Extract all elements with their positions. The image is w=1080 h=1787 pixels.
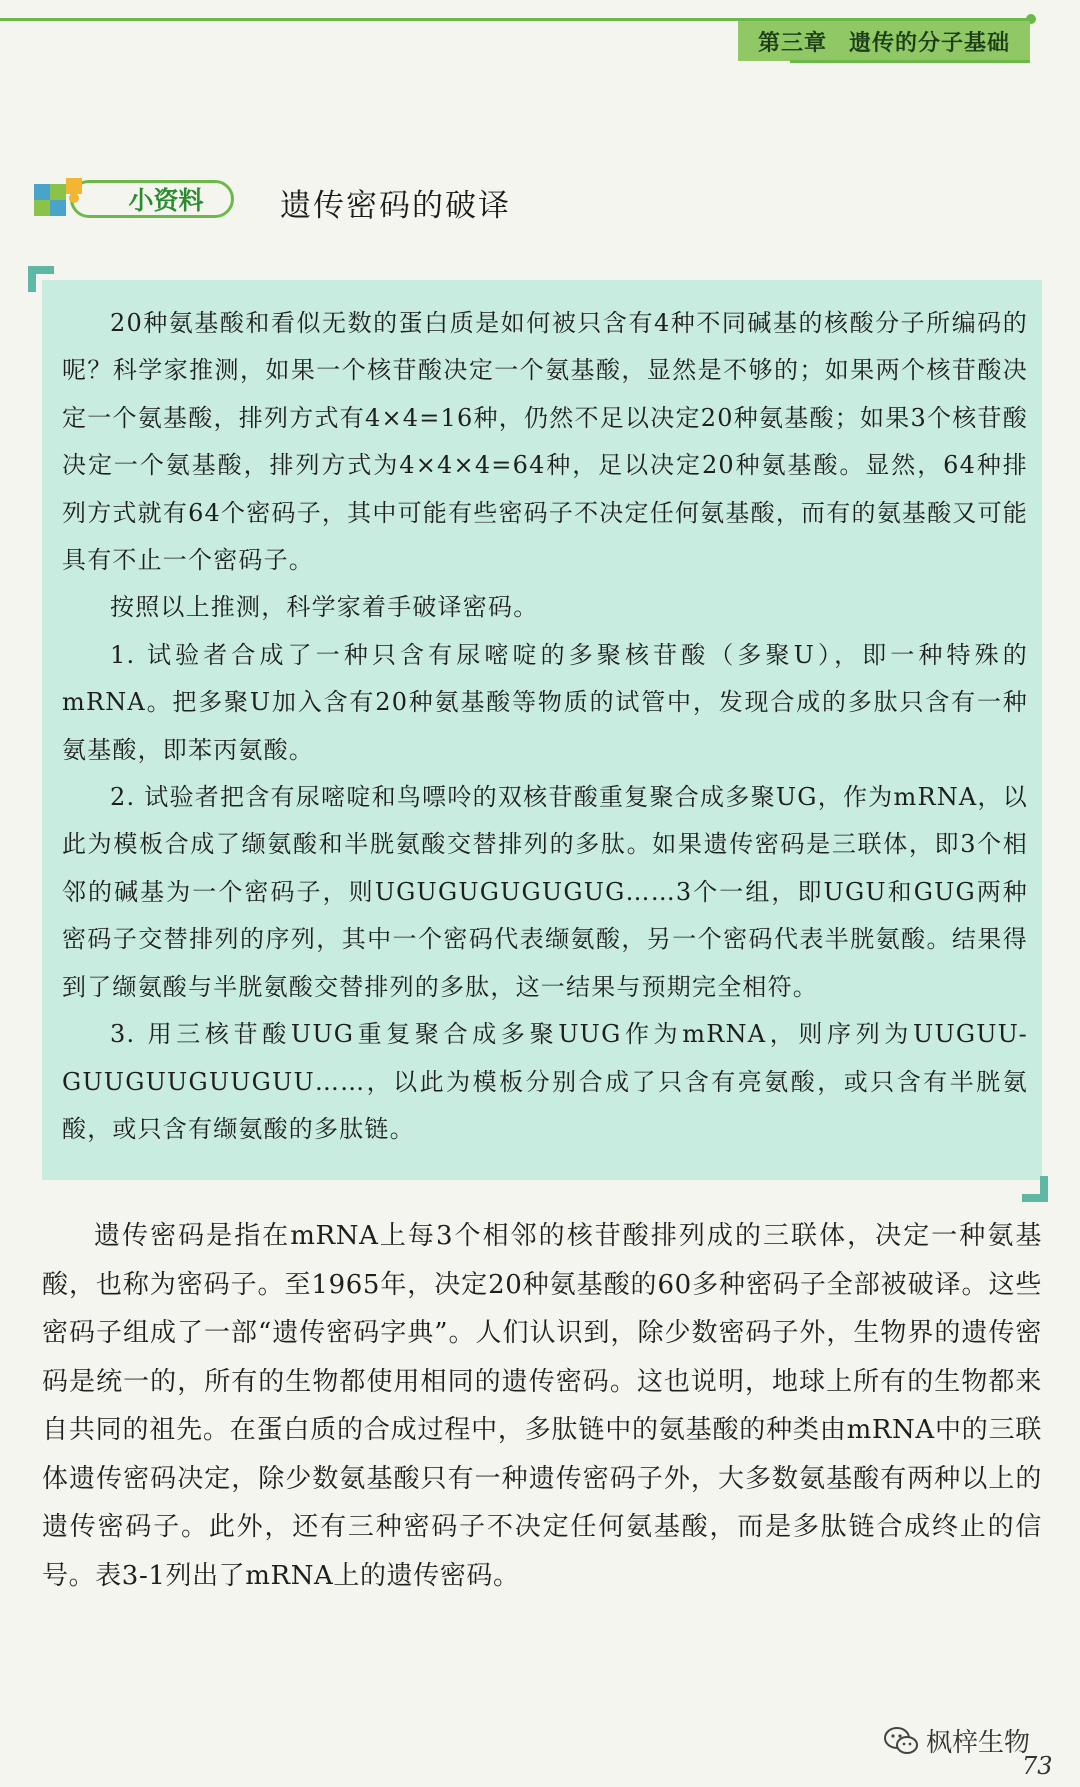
note-header bbox=[22, 172, 542, 226]
note-title: 遗传密码的破译 bbox=[280, 188, 511, 224]
watermark-text: 枫梓生物 bbox=[926, 1728, 1031, 1758]
box-paragraph: 2. 试验者把含有尿嘧啶和鸟嘌呤的双核苷酸重复聚合成多聚UG，作为mRNA，以此为模板合成了缬氨酸和半胱氨酸交替排列的多肽。如果遗传密码是三联体，即3个相邻的碱基为一个密码子，则UGUGUGUGUGUG……3个一组，即UGU和GUG两种密码子交替排列的序列，其中一个密码代表缬氨酸，另一个密码代表半胱氨酸。结果得到了缬氨酸与半胱氨酸交替排列的多肽，这一结果与预期完全相符。 bbox=[62, 783, 1028, 1001]
body-paragraph: 遗传密码是指在mRNA上每3个相邻的核苷酸排列成的三联体，决定一种氨基酸，也称为密码子。至1965年，决定20种氨基酸的60多种密码子全部被破译。这些密码子组成了一部“遗传密码字典”。人们认识到，除少数密码子外，生物界的遗传密码是统一的，所有的生物都使用相同的遗传密码。这也说明，地球上所有的生物都来自共同的祖先。在蛋白质的合成过程中，多肽链中的氨基酸的种类由mRNA中的三联体遗传密码决定，除少数氨基酸只有一种遗传密码子外，大多数氨基酸有两种以上的遗传密码子。此外，还有三种密码子不决定任何氨基酸，而是多肽链合成终止的信号。表3-1列出了mRNA上的遗传密码。 bbox=[42, 1221, 1042, 1591]
watermark bbox=[884, 1722, 1030, 1759]
wechat-icon bbox=[884, 1726, 918, 1756]
box-paragraph: 按照以上推测，科学家着手破译密码。 bbox=[110, 593, 539, 622]
box-paragraph: 3. 用三核苷酸UUG重复聚合成多聚UUG作为mRNA，则序列为UUGUU-GUUGUUGUUGUU……，以此为模板分别合成了只含有亮氨酸，或只含有半胱氨酸，或只含有缬氨酸的多肽链。 bbox=[62, 1020, 1028, 1143]
page-number: 73 bbox=[1022, 1752, 1053, 1780]
box-paragraph: 20种氨基酸和看似无数的蛋白质是如何被只含有4种不同碱基的核酸分子所编码的呢？科学家推测，如果一个核苷酸决定一个氨基酸，显然是不够的；如果两个核苷酸决定一个氨基酸，排列方式有4×4=16种，仍然不足以决定20种氨基酸；如果3个核苷酸决定一个氨基酸，排列方式为4×4×4=64种，足以决定20种氨基酸。显然，64种排列方式就有64个密码子，其中可能有些密码子不决定任何氨基酸，而有的氨基酸又可能具有不止一个密码子。 bbox=[62, 309, 1028, 575]
info-box-text bbox=[62, 300, 1028, 1153]
chapter-number: 第三章 bbox=[757, 30, 827, 56]
box-corner-top-left bbox=[28, 266, 54, 292]
chapter-tab bbox=[738, 21, 1030, 61]
note-label-pill bbox=[70, 180, 234, 218]
box-paragraph: 1. 试验者合成了一种只含有尿嘧啶的多聚核苷酸（多聚U），即一种特殊的mRNA。把多聚U加入含有20种氨基酸等物质的试管中，发现合成的多肽只含有一种氨基酸，即苯丙氨酸。 bbox=[62, 640, 1028, 764]
main-body-text bbox=[42, 1212, 1042, 1600]
puzzle-blocks-icon bbox=[34, 178, 94, 226]
box-corner-bottom-right bbox=[1022, 1176, 1048, 1202]
note-label: 小资料 bbox=[128, 186, 204, 215]
chapter-title: 遗传的分子基础 bbox=[848, 30, 1010, 56]
chapter-tab-underline bbox=[790, 60, 1030, 63]
